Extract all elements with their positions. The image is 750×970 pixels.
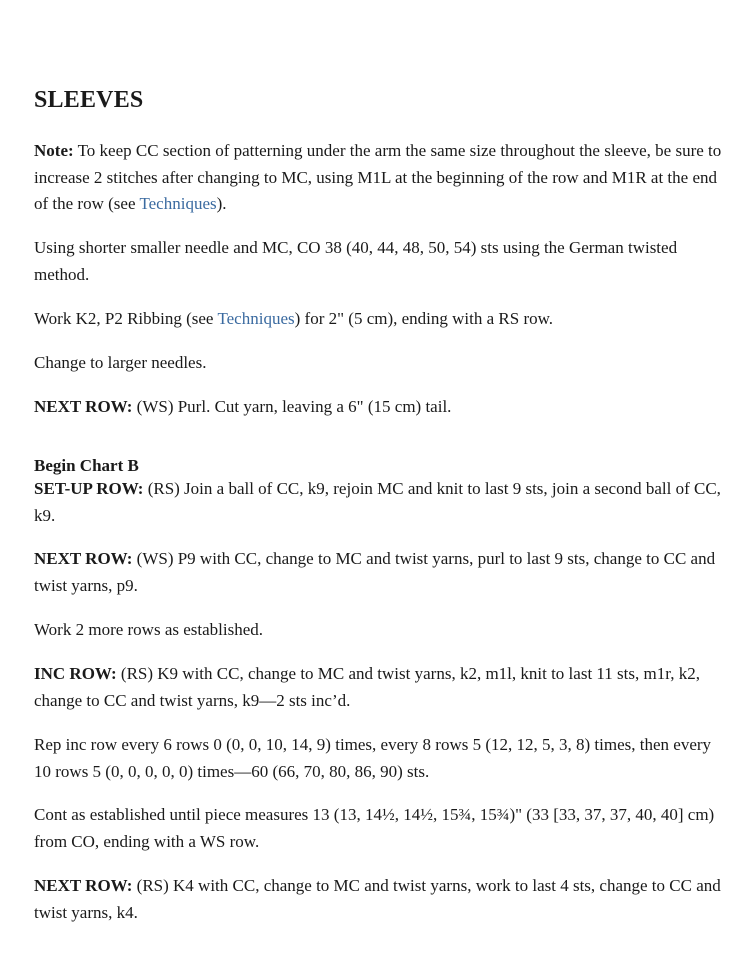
note-paragraph	[34, 138, 724, 218]
continue-paragraph: Cont as established until piece measures 13 (13, 14½, 14½, 15¾, 15¾)" (33 [33, 37, 37, 40, 40] cm) from CO, ending with a WS row.	[34, 805, 715, 851]
ribbing-text: Work K2, P2 Ribbing (see	[34, 309, 218, 328]
work-more-rows-paragraph: Work 2 more rows as established.	[34, 620, 264, 639]
chart-heading: Begin Chart B	[34, 456, 139, 475]
next-row-text: (WS) P9 with CC, change to MC and twist yarns, purl to last 9 sts, change to CC and twist yarns, p9.	[34, 549, 716, 595]
techniques-link[interactable]: Techniques	[139, 194, 217, 213]
repeat-paragraph: Rep inc row every 6 rows 0 (0, 0, 10, 14, 9) times, every 8 rows 5 (12, 12, 5, 3, 8) times, then every 10 rows 5 (0, 0, 0, 0, 0) times—60 (66, 70, 80, 86, 90) sts.	[34, 735, 712, 781]
cast-on-paragraph: Using shorter smaller needle and MC, CO 38 (40, 44, 48, 50, 54) sts using the German twisted method.	[34, 238, 678, 284]
next-row-label: NEXT ROW:	[34, 876, 133, 895]
ribbing-paragraph	[34, 306, 724, 333]
ribbing-text-end: ) for 2" (5 cm), ending with a RS row.	[294, 309, 554, 328]
inc-row-paragraph	[34, 661, 724, 714]
next-row-label: NEXT ROW:	[34, 549, 133, 568]
next-row-ws-paragraph	[34, 546, 724, 599]
next-row-paragraph	[34, 394, 724, 421]
techniques-link[interactable]: Techniques	[217, 309, 295, 328]
note-text: To keep CC section of patterning under the arm the same size throughout the sleeve, be sure to increase 2 stitches after changing to MC, using M1L at the beginning of the row and M1R at the end of the row (see	[34, 141, 722, 213]
setup-row-text: (RS) Join a ball of CC, k9, rejoin MC and knit to last 9 sts, join a second ball of CC, k9.	[34, 479, 721, 525]
next-row-text: (WS) Purl. Cut yarn, leaving a 6" (15 cm) tail.	[132, 397, 452, 416]
next-row-text: (RS) K4 with CC, change to MC and twist yarns, work to last 4 sts, change to CC and twist yarns, k4.	[34, 876, 721, 922]
note-label: Note:	[34, 141, 74, 160]
section-title: SLEEVES	[34, 87, 144, 113]
next-row-label: NEXT ROW:	[34, 397, 133, 416]
change-needles-paragraph: Change to larger needles.	[34, 353, 207, 372]
next-row-rs-paragraph	[34, 873, 724, 926]
inc-row-text: (RS) K9 with CC, change to MC and twist yarns, k2, m1l, knit to last 11 sts, m1r, k2, change to CC and twist yarns, k9—2 sts inc’d.	[34, 664, 700, 710]
setup-row-label: SET-UP ROW:	[34, 479, 144, 498]
setup-row-paragraph	[34, 476, 724, 529]
note-text-end: ).	[216, 194, 227, 213]
inc-row-label: INC ROW:	[34, 664, 117, 683]
